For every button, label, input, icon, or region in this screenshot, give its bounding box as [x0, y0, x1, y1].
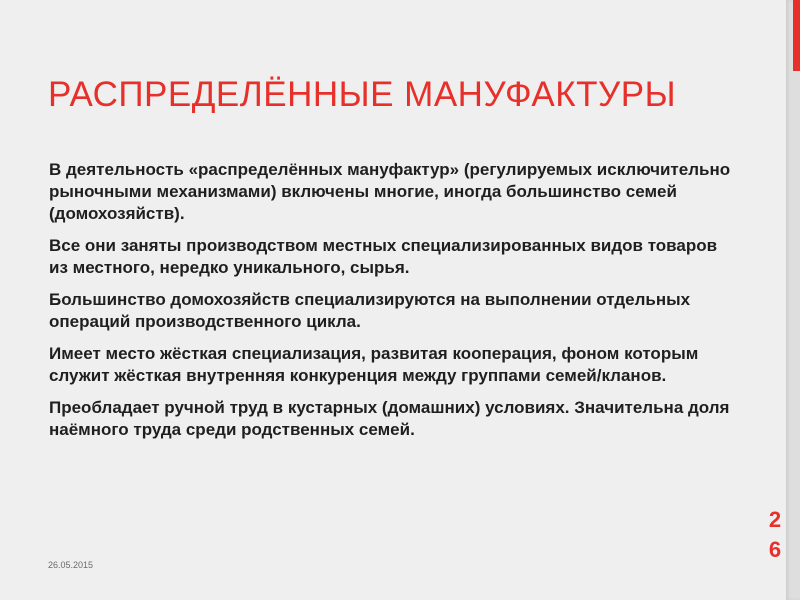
side-bar [786, 0, 800, 600]
slide-title: РАСПРЕДЕЛЁННЫЕ МАНУФАКТУРЫ [48, 75, 677, 114]
paragraph-2: Все они заняты производством местных специализированных видов товаров из местного, нередко уникального, сырья. [49, 236, 718, 277]
paragraph-5: Преобладает ручной труд в кустарных (домашних) условиях. Значительна доля наёмного труда среди родственных семей. [49, 398, 730, 439]
paragraph-3: Большинство домохозяйств специализируются на выполнении отдельных операций производственного цикла. [49, 290, 691, 331]
page-number: 26 [768, 507, 782, 562]
slide-body [49, 159, 739, 451]
accent-bar [793, 0, 800, 71]
paragraph-4: Имеет место жёсткая специализация, развитая кооперация, фоном которым служит жёсткая внутренняя конкуренция между группами семей/кланов. [49, 344, 699, 385]
paragraph-1: В деятельность «распределённых мануфактур» (регулируемых исключительно рыночными механизмами) включены многие, иногда большинство семей (домохозяйств). [49, 160, 731, 223]
slide-date: 26.05.2015 [48, 560, 94, 570]
